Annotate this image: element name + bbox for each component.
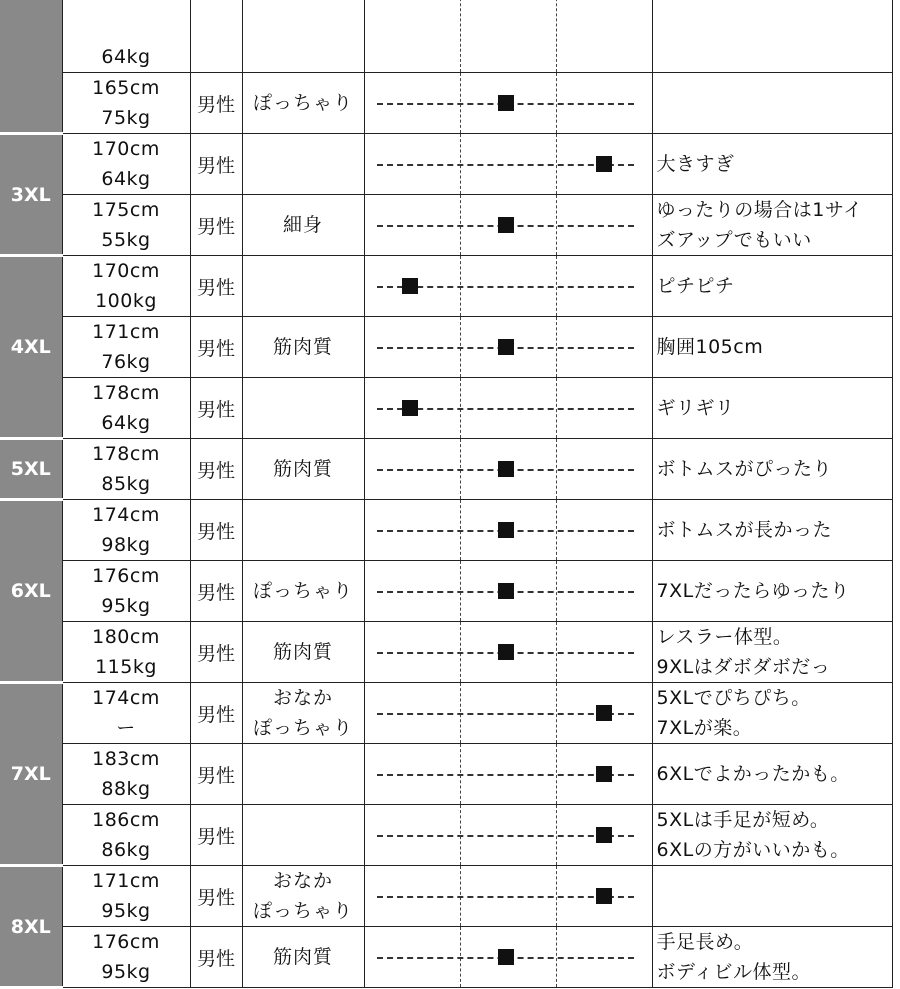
body-type-cell [242, 866, 364, 927]
gender-cell: 男性 [190, 134, 242, 195]
size-group-label: 8XL [0, 866, 62, 988]
fit-scale-cell [364, 317, 652, 378]
gender-cell: 男性 [190, 195, 242, 256]
body-type-text: おなか [272, 870, 333, 892]
comment-cell [652, 561, 892, 622]
table-row [0, 317, 892, 378]
comment-cell [652, 256, 892, 317]
body-type-text: ぽっちゃり [252, 717, 353, 739]
height-value: 174cm [92, 687, 160, 709]
comment-text: 6XLの方がいいかも。 [656, 839, 850, 861]
body-type-cell [242, 195, 364, 256]
body-measurements-cell [62, 500, 190, 561]
fit-scale-cell [364, 744, 652, 805]
gender-cell: 男性 [190, 73, 242, 134]
height-value: 176cm [92, 931, 160, 953]
height-value: 170cm [92, 138, 160, 160]
height-value: 170cm [92, 260, 160, 282]
body-type-cell [242, 73, 364, 134]
gender-cell: 男性 [190, 439, 242, 500]
fit-marker [596, 827, 612, 843]
fit-scale-cell [364, 73, 652, 134]
body-type-text: おなか [272, 687, 333, 709]
height-value: 180cm [92, 626, 160, 648]
fit-marker [498, 95, 514, 111]
fit-marker [596, 705, 612, 721]
gender-cell: 男性 [190, 256, 242, 317]
fit-marker [402, 278, 418, 294]
height-value: 186cm [92, 809, 160, 831]
comment-cell [652, 866, 892, 927]
comment-text: ズアップでもいい [656, 229, 812, 251]
table-row [0, 683, 892, 744]
comment-text: ボトムスがぴったり [656, 458, 833, 480]
body-type-cell [242, 378, 364, 439]
gender-cell: 男性 [190, 622, 242, 683]
body-type-cell [242, 317, 364, 378]
comment-text: 5XLでぴちぴち。 [656, 687, 811, 709]
table-row [0, 0, 892, 73]
comment-text: 5XLは手足が短め。 [656, 809, 830, 831]
body-type-text: 筋肉質 [272, 946, 333, 968]
fit-marker [402, 400, 418, 416]
fit-scale-cell [364, 378, 652, 439]
body-measurements-cell [62, 866, 190, 927]
body-type-cell [242, 500, 364, 561]
fit-scale-gridline [460, 0, 461, 72]
body-type-cell [242, 439, 364, 500]
gender-cell: 男性 [190, 317, 242, 378]
height-value: 178cm [92, 382, 160, 404]
fit-marker [596, 888, 612, 904]
comment-cell [652, 927, 892, 988]
fit-scale-cell [364, 256, 652, 317]
body-measurements-cell [62, 622, 190, 683]
weight-value: 64kg [101, 412, 151, 434]
body-measurements-cell [62, 744, 190, 805]
body-measurements-cell [62, 561, 190, 622]
body-type-cell [242, 0, 364, 73]
fit-marker [498, 644, 514, 660]
weight-value: 95kg [101, 961, 151, 983]
weight-value: 64kg [101, 46, 151, 68]
height-value: 171cm [92, 321, 160, 343]
weight-value: 115kg [95, 656, 157, 678]
fit-scale-cell [364, 439, 652, 500]
fit-scale-cell [364, 500, 652, 561]
body-type-text: 筋肉質 [272, 458, 333, 480]
body-type-text: 細身 [282, 214, 323, 236]
fit-marker [596, 766, 612, 782]
table-row [0, 134, 892, 195]
fit-scale-gridline [556, 0, 557, 72]
weight-value: 76kg [101, 351, 151, 373]
comment-text: ゆったりの場合は1サイ [656, 199, 863, 221]
table-row [0, 256, 892, 317]
size-group-label: 7XL [0, 683, 62, 866]
height-value: 175cm [92, 199, 160, 221]
gender-cell: 男性 [190, 378, 242, 439]
comment-cell [652, 622, 892, 683]
comment-text: 6XLでよかったかも。 [656, 763, 850, 785]
size-group-label: 5XL [0, 439, 62, 500]
fit-marker [498, 461, 514, 477]
comment-cell [652, 0, 892, 73]
body-measurements-cell [62, 378, 190, 439]
comment-text: ボディビル体型。 [656, 961, 811, 983]
table-row [0, 561, 892, 622]
body-type-text: ぽっちゃり [252, 900, 353, 922]
gender-cell: 男性 [190, 927, 242, 988]
weight-value: 100kg [95, 290, 157, 312]
fit-scale-cell [364, 0, 652, 73]
weight-value: 98kg [101, 534, 151, 556]
comment-text: 7XLが楽。 [656, 717, 753, 739]
height-value: 174cm [92, 504, 160, 526]
table-row [0, 500, 892, 561]
height-value: 183cm [92, 748, 160, 770]
comment-text: 胸囲105cm [656, 336, 764, 358]
gender-cell [190, 0, 242, 73]
fit-scale-cell [364, 195, 652, 256]
body-measurements-cell [62, 683, 190, 744]
weight-value: 95kg [101, 595, 151, 617]
comment-text: レスラー体型。 [656, 626, 793, 648]
body-type-text: 筋肉質 [272, 641, 333, 663]
comment-text: 大きすぎ [656, 153, 735, 175]
size-group-label: 3XL [0, 134, 62, 256]
height-value: 176cm [92, 565, 160, 587]
gender-cell: 男性 [190, 561, 242, 622]
height-value: 165cm [92, 77, 160, 99]
body-measurements-cell [62, 256, 190, 317]
gender-cell: 男性 [190, 866, 242, 927]
table-row [0, 195, 892, 256]
body-type-text: 筋肉質 [272, 336, 333, 358]
weight-value: 85kg [101, 473, 151, 495]
weight-value: 95kg [101, 900, 151, 922]
height-value: 178cm [92, 443, 160, 465]
fit-scale-cell [364, 927, 652, 988]
height-value [63, 12, 190, 42]
gender-cell: 男性 [190, 683, 242, 744]
comment-cell [652, 439, 892, 500]
gender-cell: 男性 [190, 744, 242, 805]
body-type-cell [242, 927, 364, 988]
body-measurements-cell [62, 805, 190, 866]
body-type-cell [242, 805, 364, 866]
comment-text: 9XLはダボダボだっ [656, 656, 831, 678]
comment-cell [652, 317, 892, 378]
weight-value: 88kg [101, 778, 151, 800]
table-row [0, 927, 892, 988]
comment-cell [652, 683, 892, 744]
table-row [0, 73, 892, 134]
body-measurements-cell [62, 927, 190, 988]
comment-text: 7XLだったらゆったり [656, 580, 850, 602]
comment-cell [652, 73, 892, 134]
comment-cell [652, 744, 892, 805]
comment-text: ピチピチ [656, 275, 735, 297]
body-type-text: ぽっちゃり [252, 92, 353, 114]
comment-cell [652, 195, 892, 256]
fit-marker [596, 156, 612, 172]
body-measurements-cell [62, 73, 190, 134]
comment-cell [652, 500, 892, 561]
body-type-cell [242, 683, 364, 744]
size-group-label: 4XL [0, 256, 62, 439]
table-row [0, 622, 892, 683]
body-measurements-cell [62, 134, 190, 195]
fit-marker [498, 217, 514, 233]
comment-cell [652, 378, 892, 439]
comment-cell [652, 134, 892, 195]
table-row [0, 866, 892, 927]
weight-value: ー [116, 717, 136, 739]
body-type-cell [242, 622, 364, 683]
body-measurements-cell [62, 439, 190, 500]
comment-cell [652, 805, 892, 866]
body-type-text: ぽっちゃり [252, 580, 353, 602]
body-type-cell [242, 256, 364, 317]
height-value: 171cm [92, 870, 160, 892]
table-row [0, 439, 892, 500]
table-row [0, 744, 892, 805]
body-type-cell [242, 561, 364, 622]
fit-scale-cell [364, 805, 652, 866]
fit-scale-cell [364, 683, 652, 744]
weight-value: 64kg [101, 168, 151, 190]
weight-value: 86kg [101, 839, 151, 861]
table-row [0, 378, 892, 439]
fit-marker [498, 522, 514, 538]
body-measurements-cell [62, 0, 190, 73]
weight-value: 55kg [101, 229, 151, 251]
size-group-label: 6XL [0, 500, 62, 683]
fit-scale-cell [364, 866, 652, 927]
fit-marker [498, 949, 514, 965]
body-type-cell [242, 744, 364, 805]
fit-scale-cell [364, 561, 652, 622]
fit-scale-cell [364, 622, 652, 683]
comment-text: 手足長め。 [656, 931, 754, 953]
size-group-label [0, 0, 62, 134]
comment-text: ボトムスが長かった [656, 519, 833, 541]
body-measurements-cell [62, 195, 190, 256]
body-type-cell [242, 134, 364, 195]
fit-marker [498, 339, 514, 355]
gender-cell: 男性 [190, 500, 242, 561]
fit-scale-cell [364, 134, 652, 195]
gender-cell: 男性 [190, 805, 242, 866]
weight-value: 75kg [101, 107, 151, 129]
table-row [0, 805, 892, 866]
comment-text: ギリギリ [656, 397, 735, 419]
body-measurements-cell [62, 317, 190, 378]
fit-marker [498, 583, 514, 599]
